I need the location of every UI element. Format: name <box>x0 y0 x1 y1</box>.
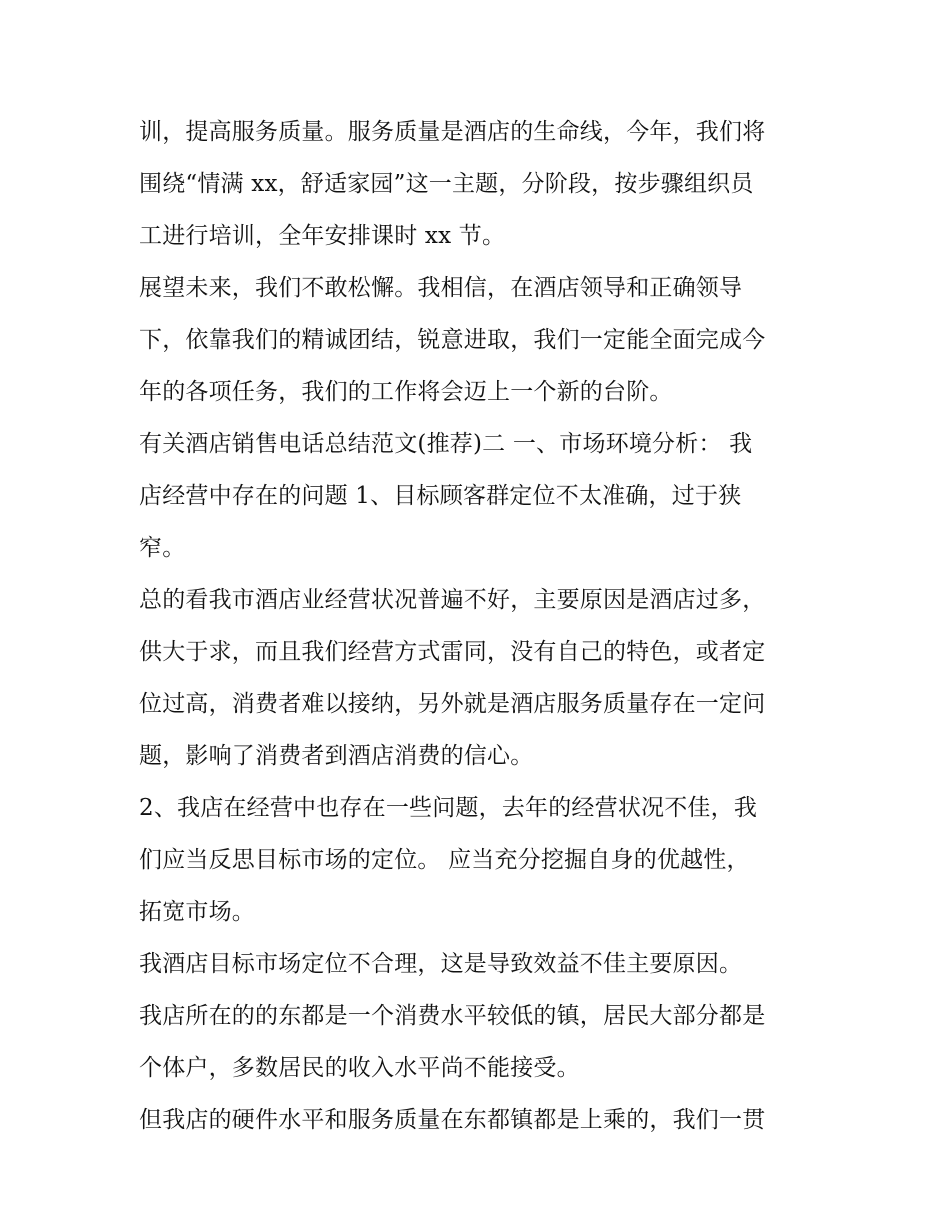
text-line: 拓宽市场。 <box>139 899 255 925</box>
text-line: 我酒店目标市场定位不合理，这是导致效益不佳主要原因。 <box>139 951 743 977</box>
text-line: 位过高，消费者难以接纳，另外就是酒店服务质量存在一定问 <box>139 691 766 717</box>
text-line: 2、我店在经营中也存在一些问题，去年的经营状况不佳，我 <box>139 795 758 821</box>
text-line: 下，依靠我们的精诚团结，锐意进取，我们一定能全面完成今 <box>139 327 766 353</box>
text-line: 工进行培训，全年安排课时 xx 节。 <box>139 223 506 249</box>
text-line: 有关酒店销售电话总结范文(推荐)二 一、市场环境分析： 我 <box>139 431 753 457</box>
text-line: 年的各项任务，我们的工作将会迈上一个新的台阶。 <box>139 379 673 405</box>
document-body <box>139 106 819 1146</box>
text-line: 个体户，多数居民的收入水平尚不能接受。 <box>139 1055 580 1081</box>
text-line: 训，提高服务质量。服务质量是酒店的生命线，今年，我们将 <box>139 119 766 145</box>
text-line: 我店所在的的东都是一个消费水平较低的镇，居民大部分都是 <box>139 1003 766 1029</box>
text-line: 展望未来，我们不敢松懈。我相信，在酒店领导和正确领导 <box>139 275 743 301</box>
text-line: 题，影响了消费者到酒店消费的信心。 <box>139 743 534 769</box>
text-line: 窄。 <box>139 535 186 561</box>
text-line: 但我店的硬件水平和服务质量在东都镇都是上乘的，我们一贯 <box>139 1107 766 1133</box>
text-line: 围绕“情满 xx，舒适家园”这一主题，分阶段，按步骤组织员 <box>139 171 754 197</box>
text-line: 们应当反思目标市场的定位。 应当充分挖掘自身的优越性， <box>139 847 750 873</box>
text-line: 总的看我市酒店业经营状况普遍不好，主要原因是酒店过多， <box>139 587 766 613</box>
text-line: 供大于求，而且我们经营方式雷同，没有自己的特色，或者定 <box>139 639 766 665</box>
text-line: 店经营中存在的问题 1、目标顾客群定位不太准确，过于狭 <box>139 483 742 509</box>
